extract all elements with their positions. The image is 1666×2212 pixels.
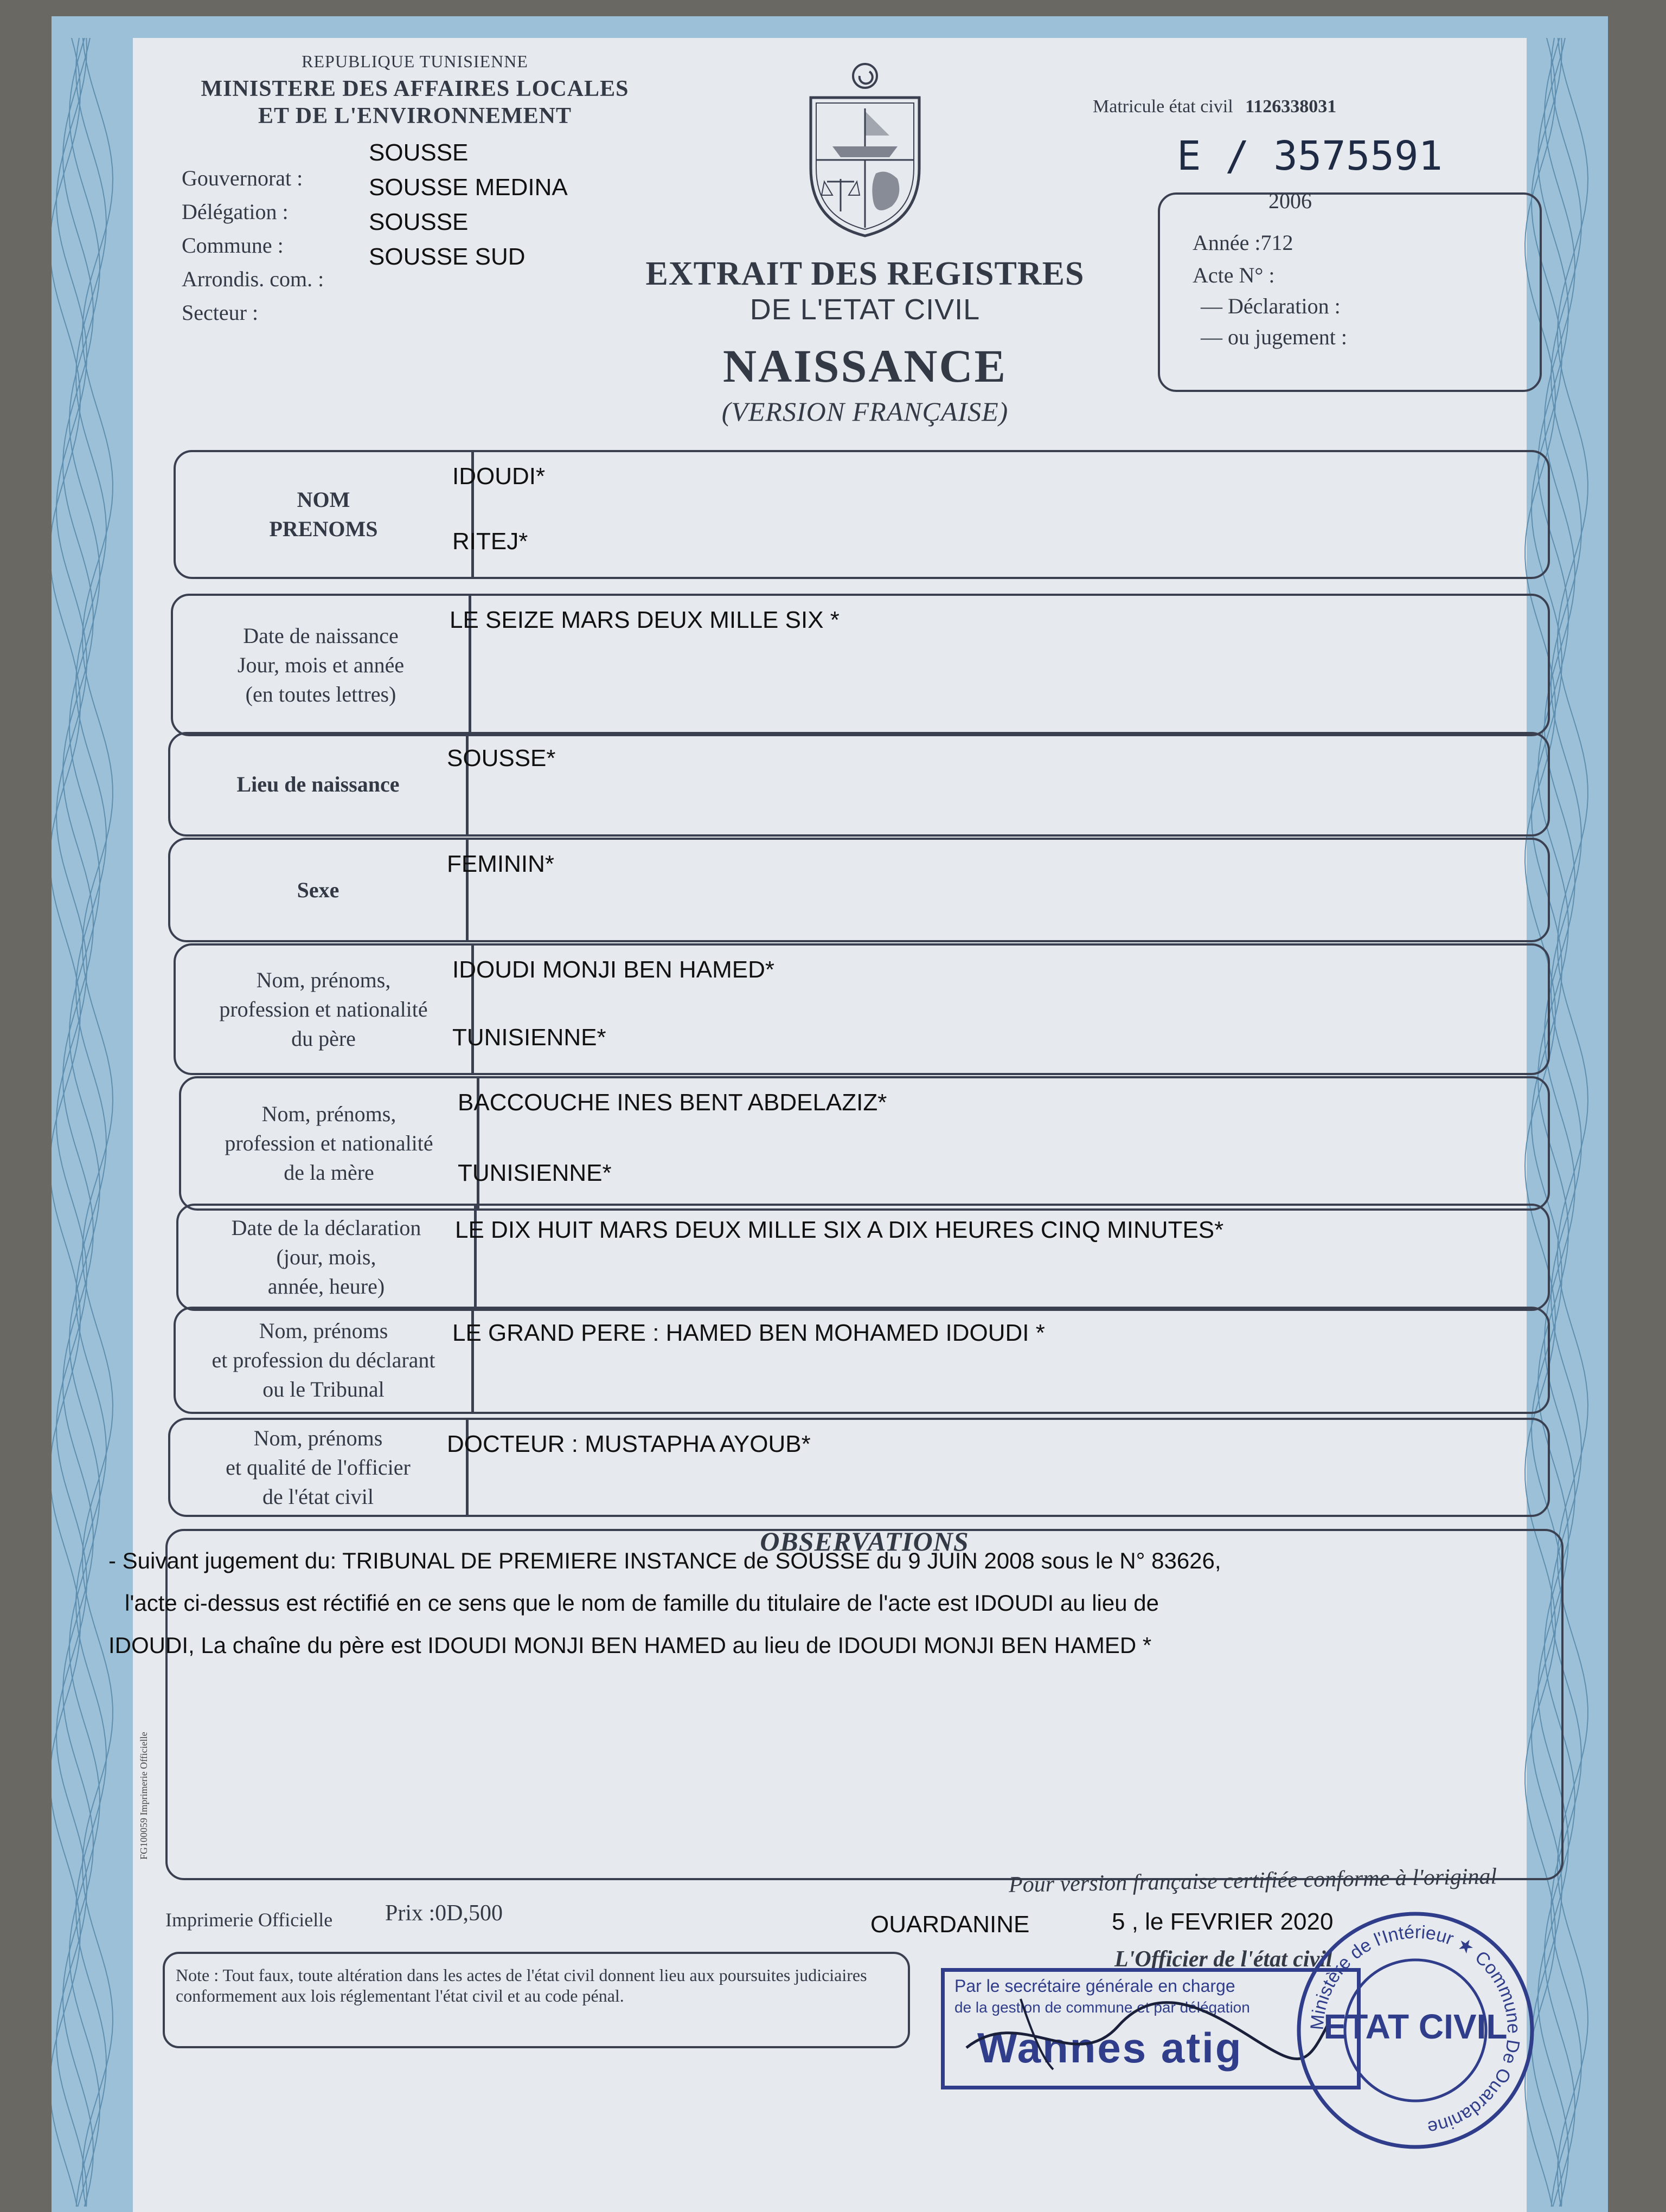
stamp-signature: Wannes atig (977, 2024, 1243, 2072)
observation-line-3: IDOUDI, La chaîne du père est IDOUDI MONJI BEN HAMED au lieu de IDOUDI MONJI BEN HAMED * (108, 1632, 1152, 1658)
row-label-line: ou le Tribunal (262, 1377, 385, 1401)
acte-label: Acte N° : (1193, 263, 1275, 287)
top-guilloche-border (52, 16, 1608, 49)
stamp-ring-text: Ministère de l'Intérieur ★ Commune De Ouardanine (1306, 1921, 1524, 2138)
label-secteur: Secteur : (182, 300, 259, 325)
stamp-line-1: Par le secrétaire générale en charge (954, 1976, 1235, 1996)
row-label-line: Lieu de naissance (236, 771, 400, 796)
row-label-line: Nom, prénoms (259, 1319, 388, 1343)
year-handwritten: 2006 (1268, 189, 1312, 213)
title-version: (VERSION FRANÇAISE) (721, 396, 1009, 427)
row-value: TUNISIENNE* (452, 1024, 606, 1051)
row-value: SOUSSE* (447, 745, 556, 771)
annee-value: 712 (1260, 230, 1293, 255)
form-row (174, 943, 1550, 1075)
row-label-cell (176, 946, 474, 1073)
ministry-line2: ET DE L'ENVIRONNEMENT (258, 104, 572, 128)
form-row (168, 1418, 1550, 1517)
form-row (176, 1204, 1550, 1311)
serial-number: E / 3575591 (1177, 133, 1443, 179)
row-label-line: Date de la déclaration (231, 1216, 421, 1240)
title-main: NAISSANCE (722, 340, 1008, 392)
matricule-value: 1126338031 (1245, 97, 1337, 117)
form-row (174, 450, 1550, 579)
officer-title: L'Officier de l'état civil (1114, 1947, 1332, 1972)
form-row (168, 732, 1550, 837)
row-value: RITEJ* (452, 528, 528, 555)
row-label-line: profession et nationalité (219, 996, 428, 1021)
row-label (176, 966, 471, 1053)
row-label-line: (en toutes lettres) (245, 681, 396, 706)
stamp-line-2: de la gestion de commune et par délégation (954, 1999, 1250, 2016)
value-delegation: SOUSSE MEDINA (369, 174, 568, 201)
official-round-stamp (1288, 1903, 1543, 2158)
row-label-line: du père (291, 1026, 356, 1051)
annee-label: Année : (1193, 230, 1261, 255)
row-label-line: Sexe (297, 877, 339, 902)
row-label-line: Nom, prénoms, (256, 967, 391, 992)
row-label-line: profession et nationalité (225, 1131, 433, 1155)
row-label (176, 485, 471, 544)
stamp-center-text: ETAT CIVIL (1323, 2007, 1508, 2046)
row-label (170, 1424, 466, 1512)
row-value: IDOUDI* (452, 463, 546, 490)
admin-values (369, 136, 568, 274)
issue-date: 5 , le FEVRIER 2020 (1112, 1908, 1334, 1935)
printer-side-text: FG100059 Imprimerie Officielle (138, 1732, 149, 1860)
row-label-cell (178, 1206, 477, 1309)
form-row (174, 1307, 1550, 1414)
row-value: TUNISIENNE* (458, 1160, 612, 1186)
observation-line-2: l'acte ci-dessus est réctifié en ce sens que le nom de famille du titulaire de l'acte est IDOUDI au lieu de (125, 1590, 1159, 1616)
certified-text: Pour version française certifiée conforme à l'original (1008, 1864, 1497, 1898)
row-label (181, 1099, 477, 1187)
title-line1: EXTRAIT DES REGISTRES (645, 255, 1085, 292)
legal-note-box (163, 1952, 910, 2048)
row-value: FEMININ* (447, 851, 554, 877)
form-row (171, 594, 1550, 736)
title-line2: DE L'ETAT CIVIL (749, 293, 981, 326)
label-arrondissement: Arrondis. com. : (182, 267, 324, 291)
row-label-line: Nom, prénoms (253, 1425, 383, 1450)
price-text: Prix :0D,500 (385, 1901, 503, 1926)
row-label (178, 1213, 474, 1301)
republic-heading: REPUBLIQUE TUNISIENNE (302, 52, 528, 71)
row-label-line: et qualité de l'officier (226, 1455, 411, 1480)
row-value: IDOUDI MONJI BEN HAMED* (452, 956, 775, 983)
row-label-line: Jour, mois et année (237, 652, 405, 677)
place-text: OUARDANINE (870, 1911, 1030, 1938)
coat-of-arms-icon (800, 60, 930, 239)
handwritten-signature-icon (956, 1983, 1335, 2080)
jugement-label: — ou jugement : (1201, 325, 1347, 349)
admin-labels (182, 162, 324, 330)
value-arrondissement: SOUSSE SUD (369, 243, 526, 270)
declaration-label: — Déclaration : (1201, 294, 1341, 318)
observation-line-1: - Suivant jugement du: TRIBUNAL DE PREMIERE INSTANCE de SOUSSE du 9 JUIN 2008 sous le N° 83626, (108, 1548, 1221, 1573)
row-value: DOCTEUR : MUSTAPHA AYOUB* (447, 1431, 811, 1457)
legal-note: Note : Tout faux, toute altération dans les actes de l'état civil donnent lieu aux poursuites judiciaires conformement aux lois réglementant l'état civil et au code pénal. (176, 1965, 867, 2005)
row-label-line: année, heure) (267, 1274, 385, 1298)
imprimerie-text: Imprimerie Officielle (165, 1909, 333, 1931)
row-label-line: Nom, prénoms, (261, 1102, 396, 1126)
annee-line (1193, 226, 1293, 260)
observations-title: OBSERVATIONS (760, 1526, 969, 1557)
row-label-cell (176, 452, 474, 577)
row-value: LE GRAND PERE : HAMED BEN MOHAMED IDOUDI * (452, 1320, 1045, 1346)
document-paper (52, 16, 1608, 2212)
matricule-label: Matricule état civil (1093, 97, 1233, 117)
row-label-cell (176, 1309, 474, 1412)
row-value: LE DIX HUIT MARS DEUX MILLE SIX A DIX HEURES CINQ MINUTES* (455, 1217, 1224, 1243)
form-row (179, 1076, 1550, 1211)
row-label-cell (170, 1420, 469, 1515)
left-guilloche-border (52, 16, 155, 2212)
value-commune: SOUSSE (369, 209, 469, 235)
label-commune: Commune : (182, 233, 284, 258)
row-label-cell (181, 1078, 479, 1208)
row-label (176, 1316, 471, 1404)
row-value: LE SEIZE MARS DEUX MILLE SIX * (450, 607, 840, 633)
row-label-line: NOM (297, 487, 350, 512)
row-label-cell (173, 596, 471, 734)
row-label (170, 770, 466, 799)
row-label-cell (170, 734, 469, 834)
row-label-line: (jour, mois, (276, 1245, 376, 1269)
row-label (173, 621, 469, 709)
label-gouvernorat: Gouvernorat : (182, 166, 303, 190)
row-label-line: de l'état civil (262, 1484, 374, 1509)
row-label-line: PRENOMS (269, 517, 378, 541)
observations-text (108, 1540, 1221, 1667)
matricule (1093, 97, 1336, 117)
row-label-line: Date de naissance (243, 623, 399, 648)
row-label-cell (170, 840, 469, 940)
label-delegation: Délégation : (182, 200, 289, 224)
year-box (1158, 189, 1542, 392)
row-label-line: et profession du déclarant (212, 1348, 435, 1372)
form-row (168, 838, 1550, 942)
row-label-line: de la mère (284, 1160, 374, 1185)
row-value: BACCOUCHE INES BENT ABDELAZIZ* (458, 1089, 887, 1116)
value-gouvernorat: SOUSSE (369, 139, 469, 166)
row-label (170, 876, 466, 905)
ministry-line1: MINISTERE DES AFFAIRES LOCALES (201, 76, 629, 101)
